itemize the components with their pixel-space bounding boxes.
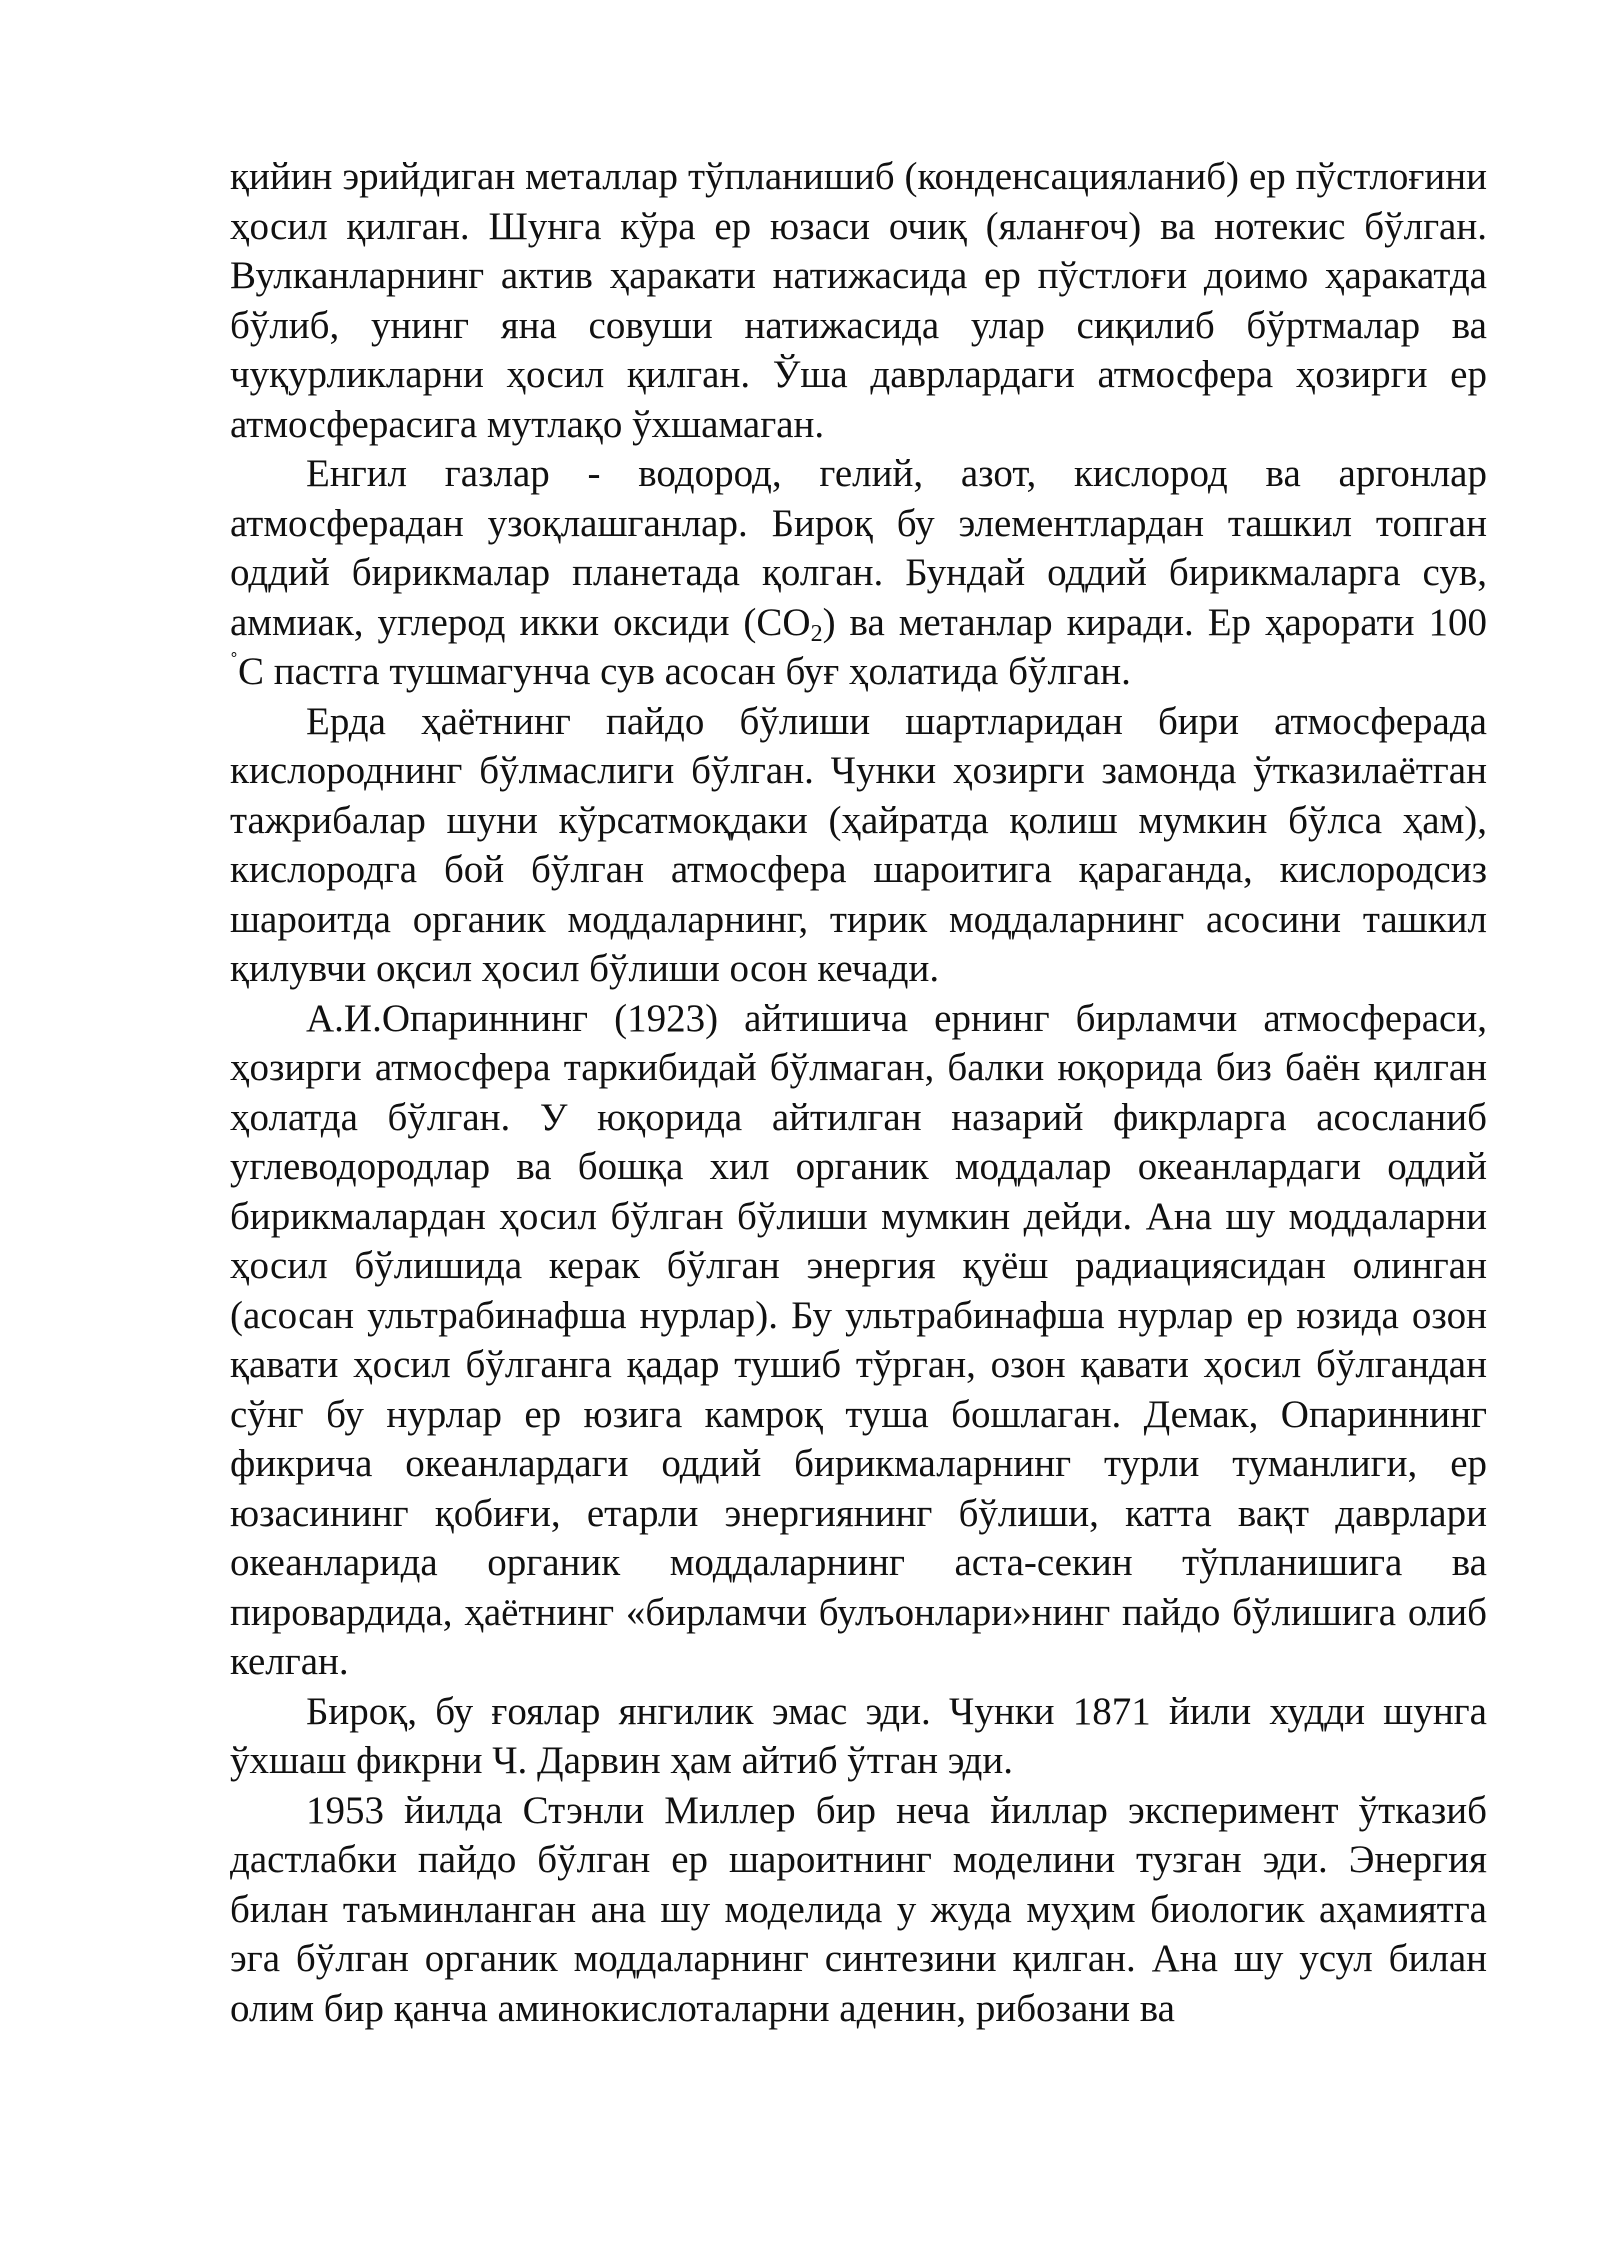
paragraph-2-text-a: Енгил газлар - водород, гелий, азот, кислород ва аргонлар атмосферадан узоқлашганлар. Бироқ бу элементлардан ташкил топган оддий бирикмалар планетада қолган. Бундай оддий бирикмаларга сув, аммиак, углерод икки оксиди (СО [230,452,1487,644]
body-text [230,152,1487,2033]
degree-mark: ˚ [230,650,238,676]
paragraph-1: қийин эрийдиган металлар тўпланишиб (конденсацияланиб) ер пўстлоғини ҳосил қилган. Шунга кўра ер юзаси очиқ (яланғоч) ва нотекис бўлган. Вулканларнинг актив ҳаракати натижасида ер пўстлоғи доимо ҳаракатда бўлиб, унинг яна совуши натижасида улар сиқилиб бўртмалар ва чуқурликларни ҳосил қилган. Ўша даврлардаги атмосфера ҳозирги ер атмосферасига мутлақо ўхшамаган. [230,155,1487,446]
paragraph-2-text-c: С пастга тушмагунча сув асосан буғ ҳолатида бўлган. [238,650,1131,693]
paragraph-4: А.И.Опариннинг (1923) айтишича ернинг бирламчи атмосфераси, ҳозирги атмосфера таркибидай бўлмаган, балки юқорида биз баён қилган ҳолатда бўлган. У юқорида айтилган назарий фикрларга асосланиб углеводородлар ва бошқа хил органик моддалар океанлардаги оддий бирикмалардан ҳосил бўлган бўлиши мумкин дейди. Ана шу моддаларни ҳосил бўлишида керак бўлган энергия қуёш радиациясидан олинган (асосан ультрабинафша нурлар). Бу ультрабинафша нурлар ер юзида озон қавати ҳосил бўлганга қадар тушиб тўрган, озон қавати ҳосил бўлгандан сўнг бу нурлар ер юзига камроқ туша бошлаган. Демак, Опариннинг фикрича океанлардаги оддий бирикмаларнинг турли туманлиги, ер юзасининг қобиғи, етарли энергиянинг бўлиши, катта вақт даврлари океанларида органик моддаларнинг аста-секин тўпланишига ва пировардида, ҳаётнинг «бирламчи булъонлари»нинг пайдо бўлишига олиб келган. [230,996,1487,1683]
paragraph-6: 1953 йилда Стэнли Миллер бир неча йиллар эксперимент ўтказиб дастлабки пайдо бўлган ер шароитнинг моделини тузган эди. Энергия билан таъминланган ана шу моделида у жуда муҳим биологик аҳамиятга эга бўлган органик моддаларнинг синтезини қилган. Ана шу усул билан олим бир қанча аминокислоталарни аденин, рибозани ва [230,1788,1487,2030]
paragraph-2 [230,449,1487,697]
paragraph-2-text-b: ) ва метанлар киради. Ер ҳарорати 100 [822,600,1487,644]
paragraph-3: Ерда ҳаётнинг пайдо бўлиши шартларидан бири атмосферада кислороднинг бўлмаслиги бўлган. Чунки ҳозирги замонда ўтказилаётган тажрибалар шуни кўрсатмоқдаки (ҳайратда қолиш мумкин бўлса ҳам), кислородга бой бўлган атмосфера шароитига қараганда, кислородсиз шароитда органик моддаларнинг, тирик моддаларнинг асосини ташкил қилувчи оқсил ҳосил бўлиши осон кечади. [230,699,1487,990]
paragraph-5: Бироқ, бу ғоялар янгилик эмас эди. Чунки 1871 йили худди шунга ўхшаш фикрни Ч. Дарвин ҳам айтиб ўтган эди. [230,1689,1487,1782]
co2-subscript: 2 [810,620,823,647]
